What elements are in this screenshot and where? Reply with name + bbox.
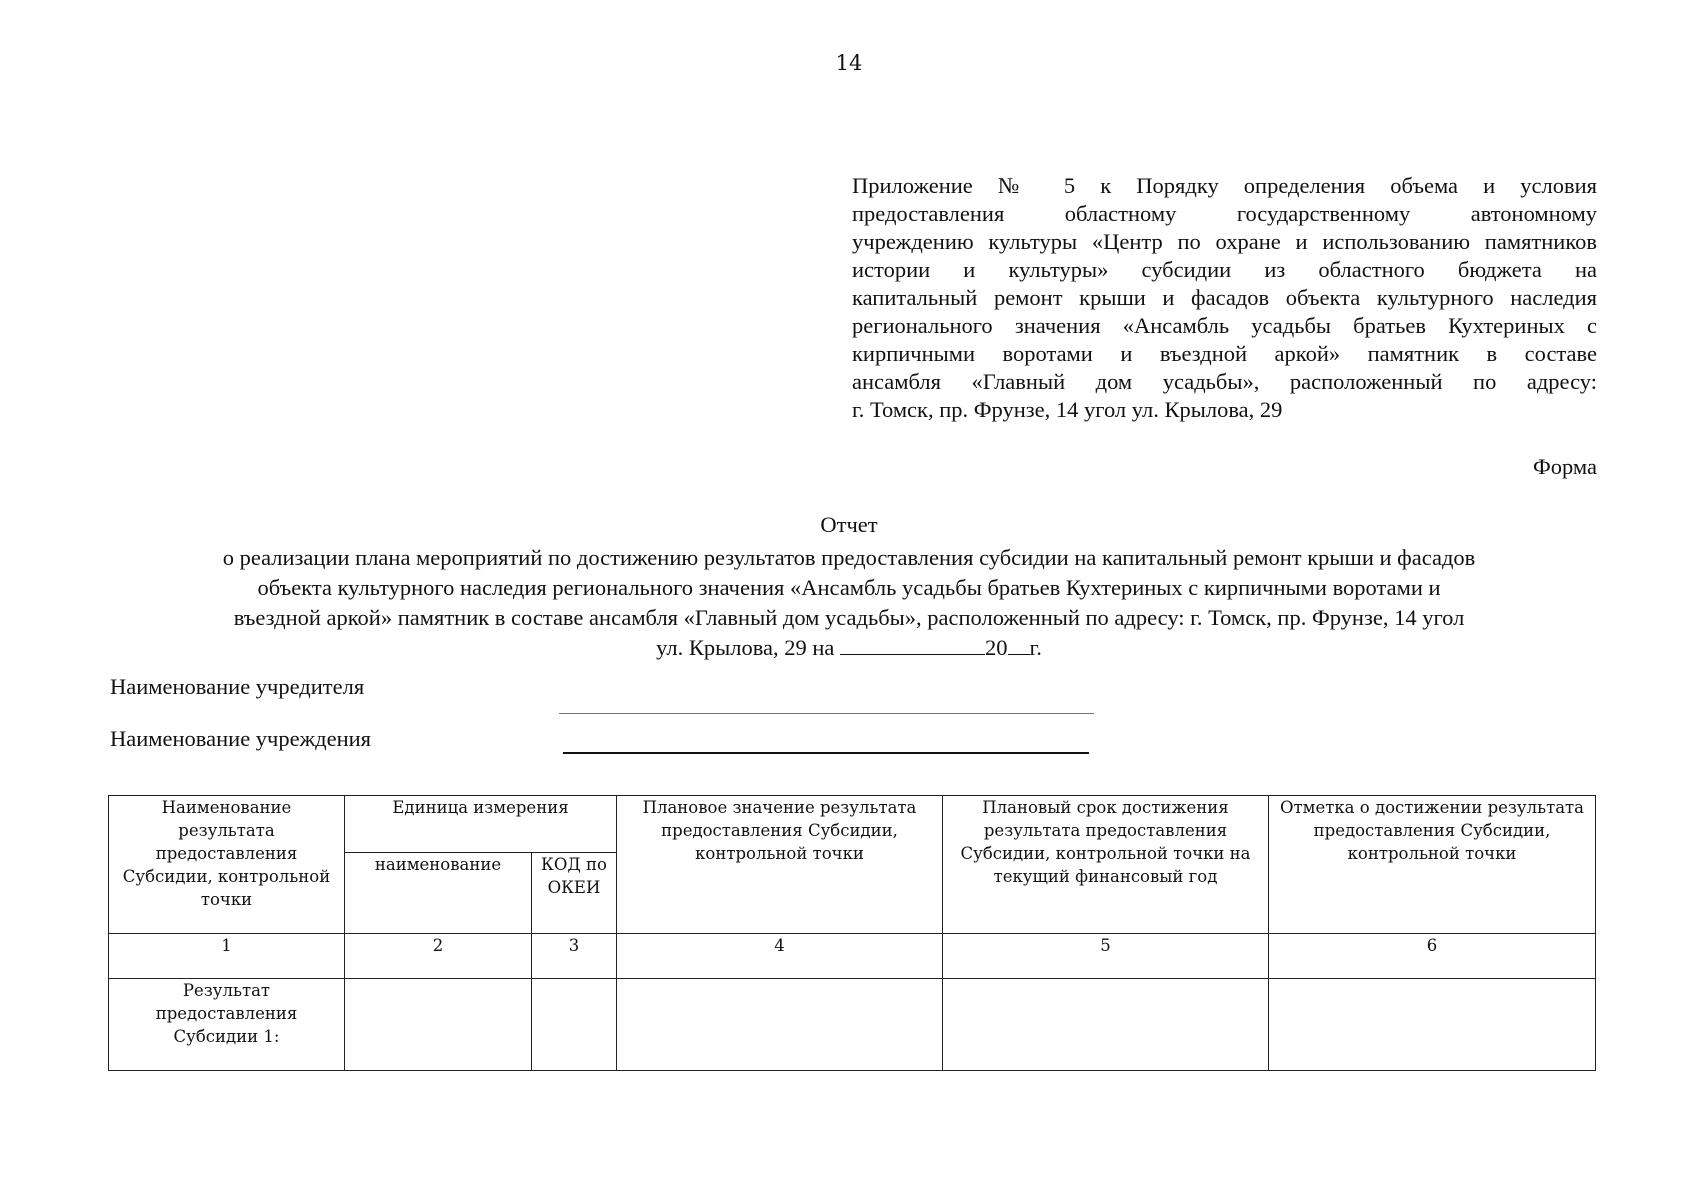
achievement-mark-cell[interactable] [1269,979,1596,1071]
report-subtitle-line: въездной аркой» памятник в составе ансамбля «Главный дом усадьбы», расположенный по адресу: г. Томск, пр. Фрунзе, 14 угол [233,605,1465,630]
plan-value-cell[interactable] [617,979,943,1071]
unit-name-cell[interactable] [345,979,532,1071]
appendix-line: г. Томск, пр. Фрунзе, 14 угол ул. Крылова, 29 [852,397,1283,422]
header-achievement-mark: Отметка о достижении результата предоставления Субсидии, контрольной точки [1269,796,1596,934]
appendix-block [852,172,1597,424]
appendix-line: учреждению культуры «Центр по охране и использованию памятников [852,229,1597,254]
header-unit-code: КОД по ОКЕИ [532,853,617,934]
appendix-line: Приложение № 5 к Порядку определения объема и условия [852,173,1597,198]
page-number: 14 [835,51,863,75]
unit-code-cell[interactable] [532,979,617,1071]
institution-field-line[interactable] [563,752,1089,754]
column-number: 2 [345,934,532,979]
header-result-name: Наименование результата предоставления Субсидии, контрольной точки [109,796,345,934]
header-unit-name: наименование [345,853,532,934]
institution-label: Наименование учреждения [110,726,372,751]
report-subtitle-last-line [0,633,1698,663]
header-unit-group: Единица измерения [345,796,617,853]
report-date-blank[interactable] [840,634,985,655]
appendix-line: кирпичными воротами и въездной аркой» памятник в составе [852,341,1597,366]
column-number: 1 [109,934,345,979]
appendix-line: капитальный ремонт крыши и фасадов объекта культурного наследия [852,285,1597,310]
report-subtitle-line: о реализации плана мероприятий по достижению результатов предоставления субсидии на капитальный ремонт крыши и фасадов [222,545,1476,570]
report-subtitle [0,543,1698,663]
result-name-cell: Результат предоставления Субсидии 1: [109,979,345,1071]
report-year-prefix: 20 [985,635,1008,660]
header-plan-date: Плановый срок достижения результата предоставления Субсидии, контрольной точки на текущий финансовый год [943,796,1269,934]
table-header-row [109,796,1596,853]
appendix-line: регионального значения «Ансамбль усадьбы братьев Кухтериных с [852,313,1597,338]
table-row [109,979,1596,1071]
appendix-line: ансамбля «Главный дом усадьбы», расположенный по адресу: [852,369,1597,394]
column-number: 4 [617,934,943,979]
appendix-line: предоставления областному государственному автономному [852,201,1597,226]
founder-label: Наименование учредителя [110,674,365,699]
column-number: 3 [532,934,617,979]
report-table [108,795,1596,1071]
appendix-line: истории и культуры» субсидии из областного бюджета на [852,257,1597,282]
plan-date-cell[interactable] [943,979,1269,1071]
form-label: Форма [1532,454,1597,479]
table-column-numbers-row [109,934,1596,979]
column-number: 6 [1269,934,1596,979]
report-year-blank[interactable] [1008,634,1030,655]
header-plan-value: Плановое значение результата предоставления Субсидии, контрольной точки [617,796,943,934]
report-address-end: ул. Крылова, 29 на [656,635,835,660]
column-number: 5 [943,934,1269,979]
report-year-suffix: г. [1029,635,1042,660]
founder-field-line[interactable] [559,713,1094,714]
report-title: Отчет [820,512,878,537]
report-subtitle-line: объекта культурного наследия регионального значения «Ансамбль усадьбы братьев Кухтериных с кирпичными воротами и [257,575,1441,600]
